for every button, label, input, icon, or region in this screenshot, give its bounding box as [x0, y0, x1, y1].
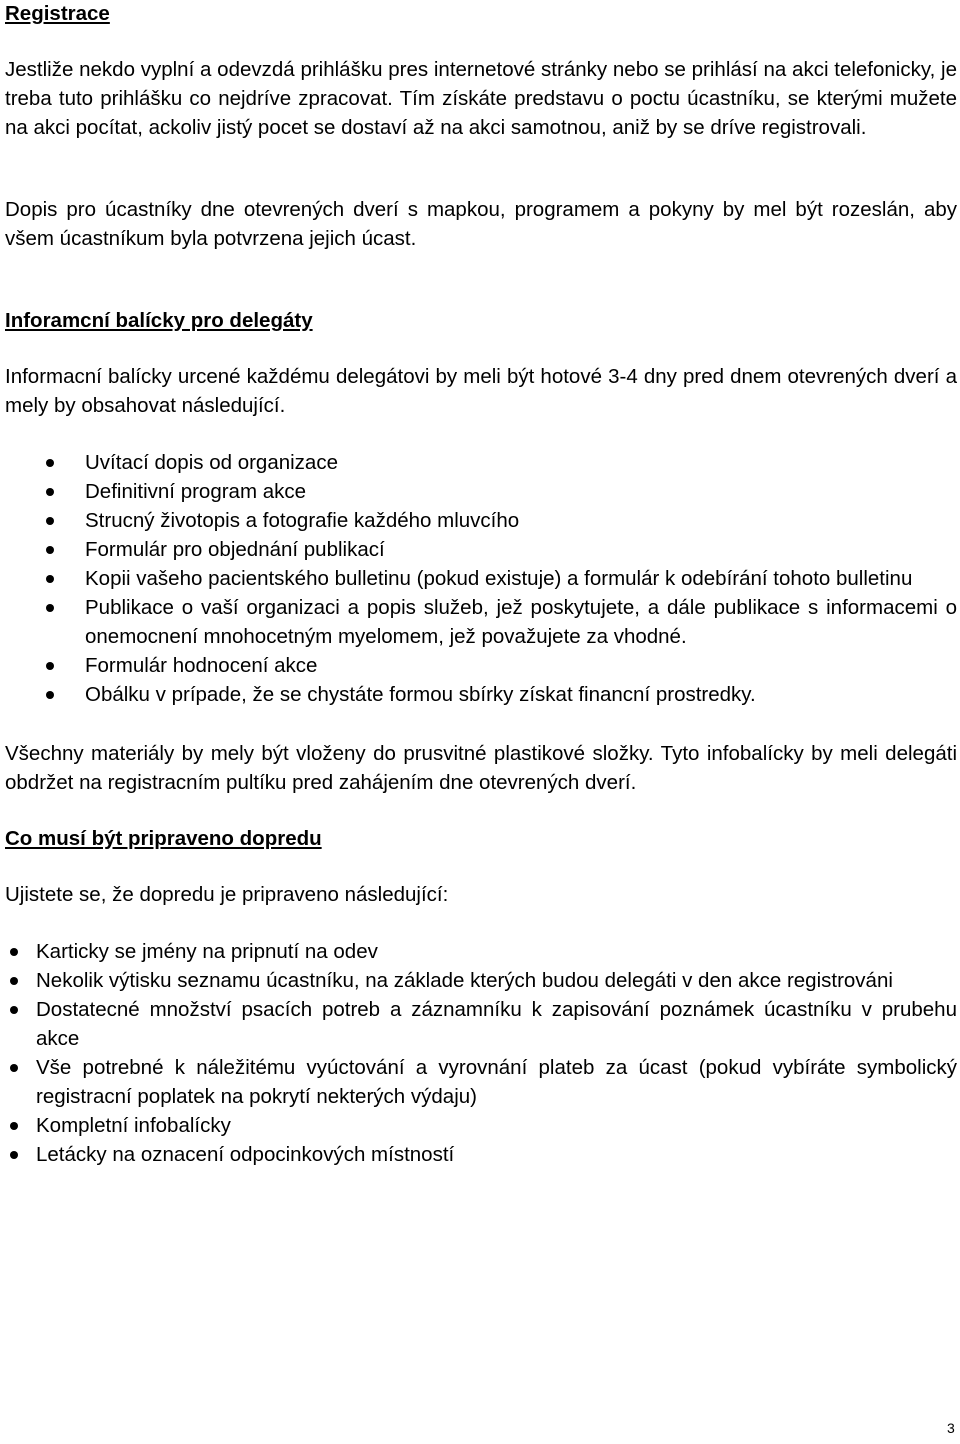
bullet-icon: [10, 1006, 18, 1014]
list-item-text: Publikace o vaší organizaci a popis služeb, jež poskytujete, a dále publikace s informacemi o onemocnení mnohocetným myelomem, jež považujete za vhodné.: [85, 596, 957, 648]
list-item-text: Strucný životopis a fotografie každého mluvcího: [85, 509, 520, 532]
bullet-icon: [10, 948, 18, 956]
list-item-text: Nekolik výtisku seznamu úcastníku, na základe kterých budou delegáti v den akce registrováni: [36, 969, 893, 992]
info-packs-heading: Inforamcní balícky pro delegáty: [5, 309, 313, 332]
list-item-text: Kompletní infobalícky: [36, 1114, 231, 1137]
preparation-list: [36, 937, 957, 1169]
preparation-intro: Ujistete se, že dopredu je pripraveno následující:: [5, 883, 449, 906]
list-item-text: Vše potrebné k náležitému vyúctování a vyrovnání plateb za úcast (pokud vybíráte symbolický registracní poplatek na pokrytí nekterých výdaju): [36, 1056, 957, 1108]
list-item: [85, 477, 957, 506]
bullet-icon: [46, 691, 54, 699]
list-item-text: Definitivní program akce: [85, 480, 307, 503]
bullet-icon: [10, 977, 18, 985]
list-item-text: Kopii vašeho pacientského bulletinu (pokud existuje) a formulár k odebírání tohoto bulletinu: [85, 567, 913, 590]
list-item: [36, 966, 957, 995]
page-number: 3: [947, 1420, 955, 1436]
list-item: [36, 1111, 957, 1140]
list-item: [85, 593, 957, 651]
list-item-text: Letácky na oznacení odpocinkových místností: [36, 1143, 455, 1166]
list-item: [36, 995, 957, 1053]
list-item: [85, 651, 957, 680]
registrace-paragraph-1: Jestliže nekdo vyplní a odevzdá prihlášku pres internetové stránky nebo se prihlásí na akci telefonicky, je treba tuto prihlášku co nejdríve zpracovat. Tím získáte predstavu o poctu úcastníku, se kterými mužete na akci pocítat, ackoliv jistý pocet se dostaví až na akci samotnou, aniž by se dríve registrovali.: [5, 58, 957, 139]
info-packs-list: [85, 448, 957, 709]
bullet-icon: [46, 517, 54, 525]
registrace-heading: Registrace: [5, 2, 110, 25]
list-item-text: Dostatecné množství psacích potreb a záznamníku k zapisování poznámek úcastníku v prubehu akce: [36, 998, 957, 1050]
list-item-text: Formulár hodnocení akce: [85, 654, 318, 677]
bullet-icon: [10, 1064, 18, 1072]
list-item: [85, 448, 957, 477]
bullet-icon: [46, 575, 54, 583]
bullet-icon: [46, 662, 54, 670]
list-item-text: Formulár pro objednání publikací: [85, 538, 385, 561]
list-item-text: Obálku v prípade, že se chystáte formou sbírky získat financní prostredky.: [85, 683, 756, 706]
bullet-icon: [10, 1151, 18, 1159]
list-item: [85, 680, 957, 709]
info-packs-intro: Informacní balícky urcené každému delegátovi by meli být hotové 3-4 dny pred dnem otevrených dverí a mely by obsahovat následující.: [5, 365, 957, 417]
list-item: [85, 564, 957, 593]
list-item-text: Karticky se jmény na pripnutí na odev: [36, 940, 378, 963]
registrace-paragraph-2: Dopis pro úcastníky dne otevrených dverí s mapkou, programem a pokyny by mel být rozeslán, aby všem úcastníkum byla potvrzena jejich úcast.: [5, 198, 957, 250]
list-item: [85, 535, 957, 564]
info-packs-closing: Všechny materiály by mely být vloženy do prusvitné plastikové složky. Tyto infobalícky by meli delegáti obdržet na registracním pultíku pred zahájením dne otevrených dverí.: [5, 742, 957, 794]
list-item: [36, 1140, 957, 1169]
list-item: [36, 1053, 957, 1111]
list-item-text: Uvítací dopis od organizace: [85, 451, 338, 474]
bullet-icon: [46, 459, 54, 467]
list-item: [85, 506, 957, 535]
preparation-heading: Co musí být pripraveno dopredu: [5, 827, 322, 850]
bullet-icon: [46, 546, 54, 554]
list-item: [36, 937, 957, 966]
bullet-icon: [46, 488, 54, 496]
bullet-icon: [10, 1122, 18, 1130]
bullet-icon: [46, 604, 54, 612]
